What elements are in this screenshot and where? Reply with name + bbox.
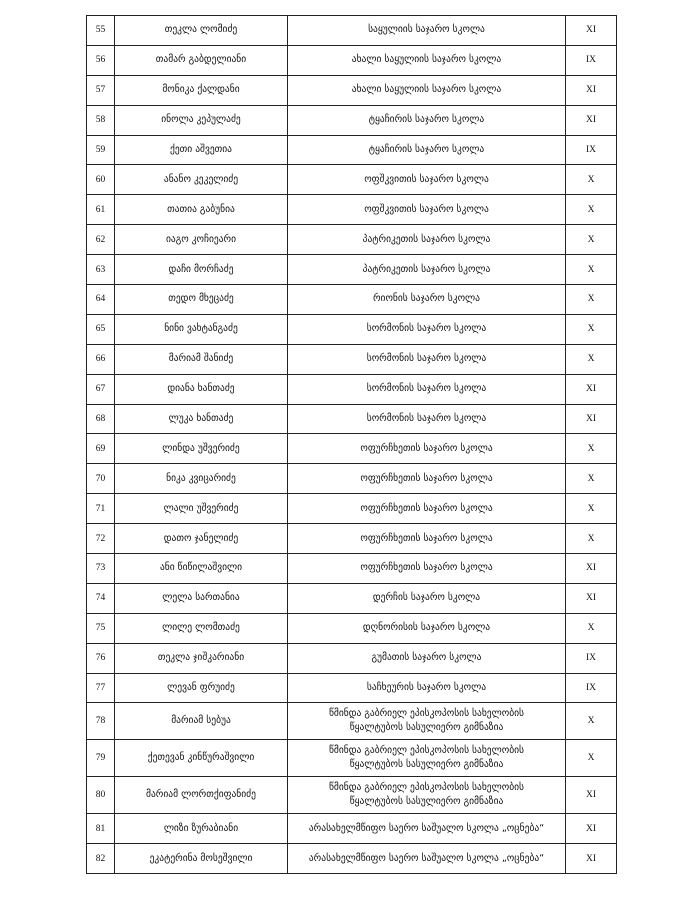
row-number: 69 bbox=[87, 434, 115, 464]
table-row bbox=[87, 613, 617, 643]
school-name-line: ოფურჩხეთის საჯარო სკოლა bbox=[360, 472, 493, 484]
student-name: ქეთი აშვეთია bbox=[115, 135, 288, 165]
row-number: 74 bbox=[87, 583, 115, 613]
school-name bbox=[288, 814, 566, 844]
school-name bbox=[288, 777, 566, 814]
student-name: თათია გაბუნია bbox=[115, 195, 288, 225]
school-name-line: რიონის საჯარო სკოლა bbox=[372, 293, 480, 305]
table-row bbox=[87, 165, 617, 195]
school-name bbox=[288, 464, 566, 494]
student-name: თედო მხეცაძე bbox=[115, 285, 288, 315]
student-name: ლილე ლომთაძე bbox=[115, 613, 288, 643]
grade: X bbox=[566, 703, 617, 740]
school-name bbox=[288, 613, 566, 643]
school-name-line: სორმონის საჯარო სკოლა bbox=[366, 353, 487, 365]
table-row bbox=[87, 434, 617, 464]
student-name: თეკლა ლომიძე bbox=[115, 16, 288, 46]
student-name: მარიამ ლორთქიფანიძე bbox=[115, 777, 288, 814]
school-name bbox=[288, 404, 566, 434]
row-number: 66 bbox=[87, 344, 115, 374]
grade: XI bbox=[566, 777, 617, 814]
grade: IX bbox=[566, 643, 617, 673]
school-name-line: სორმონის საჯარო სკოლა bbox=[366, 323, 487, 335]
school-name-line: ოფურჩხეთის საჯარო სკოლა bbox=[360, 532, 493, 544]
grade: XI bbox=[566, 583, 617, 613]
school-name bbox=[288, 75, 566, 105]
school-name-line: დღნორისის საჯარო სკოლა bbox=[362, 622, 491, 634]
table-row bbox=[87, 75, 617, 105]
school-name-line: გუმათის საჯარო სკოლა bbox=[371, 652, 482, 664]
table-row bbox=[87, 464, 617, 494]
school-name bbox=[288, 844, 566, 874]
row-number: 80 bbox=[87, 777, 115, 814]
row-number: 65 bbox=[87, 314, 115, 344]
school-name bbox=[288, 583, 566, 613]
student-name: იაგო კოჩიეარი bbox=[115, 225, 288, 255]
table-row bbox=[87, 16, 617, 46]
school-name-line: ოფშკვითის საჯარო სკოლა bbox=[364, 173, 489, 185]
grade: X bbox=[566, 434, 617, 464]
row-number: 63 bbox=[87, 255, 115, 285]
row-number: 73 bbox=[87, 554, 115, 584]
grade: X bbox=[566, 165, 617, 195]
table-row bbox=[87, 105, 617, 135]
table-row bbox=[87, 225, 617, 255]
grade: X bbox=[566, 740, 617, 777]
grade: X bbox=[566, 285, 617, 315]
grade: IX bbox=[566, 45, 617, 75]
row-number: 79 bbox=[87, 740, 115, 777]
student-name: ლალი უშვერიძე bbox=[115, 494, 288, 524]
row-number: 76 bbox=[87, 643, 115, 673]
student-name: ანანო კეკელიძე bbox=[115, 165, 288, 195]
school-name bbox=[288, 105, 566, 135]
school-name-line: წმინდა გაბრიელ ეპისკოპოსის სახელობის bbox=[328, 782, 525, 794]
table-row bbox=[87, 255, 617, 285]
row-number: 72 bbox=[87, 524, 115, 554]
school-name-line: წყალტუბოს სასულიერო გიმნაზია bbox=[349, 722, 504, 734]
student-name: დიანა ხანთაძე bbox=[115, 374, 288, 404]
student-name: ანი წიწილაშვილი bbox=[115, 554, 288, 584]
school-name-line: ოფურჩხეთის საჯარო სკოლა bbox=[360, 562, 493, 574]
grade: XI bbox=[566, 814, 617, 844]
grade: X bbox=[566, 255, 617, 285]
school-name-line: ოფურჩხეთის საჯარო სკოლა bbox=[360, 502, 493, 514]
grade: X bbox=[566, 464, 617, 494]
school-name bbox=[288, 434, 566, 464]
school-name-line: საჩხეურის საჯარო სკოლა bbox=[366, 682, 487, 694]
student-name: ნინი ვახტანგაძე bbox=[115, 314, 288, 344]
student-name: ლიზი ზურაბიანი bbox=[115, 814, 288, 844]
school-name bbox=[288, 225, 566, 255]
school-name-line: ტყაჩირის საჯარო სკოლა bbox=[368, 114, 485, 126]
school-name-line: ახალი საყულიის საჯარო სკოლა bbox=[351, 84, 502, 96]
school-name bbox=[288, 255, 566, 285]
table-row bbox=[87, 45, 617, 75]
grade: X bbox=[566, 314, 617, 344]
row-number: 56 bbox=[87, 45, 115, 75]
table-row bbox=[87, 814, 617, 844]
table-row bbox=[87, 344, 617, 374]
student-name: მარიამ სებუა bbox=[115, 703, 288, 740]
school-name bbox=[288, 314, 566, 344]
student-name: დაჩი მორჩაძე bbox=[115, 255, 288, 285]
table-row bbox=[87, 285, 617, 315]
grade: XI bbox=[566, 844, 617, 874]
school-name-line: ტყაჩირის საჯარო სკოლა bbox=[368, 144, 485, 155]
row-number: 78 bbox=[87, 703, 115, 740]
student-name: ინოლა კეპულაძე bbox=[115, 105, 288, 135]
grade: XI bbox=[566, 16, 617, 46]
table-row bbox=[87, 673, 617, 703]
school-name bbox=[288, 554, 566, 584]
student-name: მონიკა ქალდანი bbox=[115, 75, 288, 105]
student-name: ეკატერინა მოსეშვილი bbox=[115, 844, 288, 874]
row-number: 55 bbox=[87, 16, 115, 46]
grade: X bbox=[566, 494, 617, 524]
school-name-line: წმინდა გაბრიელ ეპისკოპოსის სახელობის bbox=[328, 745, 525, 757]
student-name: ლუკა ხანთაძე bbox=[115, 404, 288, 434]
student-name: მარიამ შანიძე bbox=[115, 344, 288, 374]
school-name-line: ახალი საყულიის საჯარო სკოლა bbox=[351, 54, 502, 66]
row-number: 62 bbox=[87, 225, 115, 255]
table-row bbox=[87, 777, 617, 814]
grade: X bbox=[566, 344, 617, 374]
school-name bbox=[288, 673, 566, 703]
student-name: თამარ გაბდელიანი bbox=[115, 45, 288, 75]
row-number: 57 bbox=[87, 75, 115, 105]
row-number: 71 bbox=[87, 494, 115, 524]
grade: X bbox=[566, 524, 617, 554]
table-row bbox=[87, 554, 617, 584]
table-row bbox=[87, 404, 617, 434]
table-row bbox=[87, 583, 617, 613]
grade: XI bbox=[566, 105, 617, 135]
school-name bbox=[288, 374, 566, 404]
table-row bbox=[87, 494, 617, 524]
row-number: 59 bbox=[87, 135, 115, 165]
student-name: თეკლა ჯიშკარიანი bbox=[115, 643, 288, 673]
grade: IX bbox=[566, 135, 617, 165]
table-row bbox=[87, 374, 617, 404]
school-name-line: არასახელმწიფო საერო საშუალო სკოლა „ოცნება“ bbox=[308, 852, 545, 864]
school-name bbox=[288, 45, 566, 75]
student-name: ლელა სართანია bbox=[115, 583, 288, 613]
table-row bbox=[87, 135, 617, 165]
school-name bbox=[288, 643, 566, 673]
table-row bbox=[87, 740, 617, 777]
table-row bbox=[87, 703, 617, 740]
grade: XI bbox=[566, 374, 617, 404]
school-name-line: ოფშკვითის საჯარო სკოლა bbox=[364, 203, 489, 215]
grade: X bbox=[566, 225, 617, 255]
school-name-line: სორმონის საჯარო სკოლა bbox=[366, 413, 487, 425]
row-number: 75 bbox=[87, 613, 115, 643]
grade: XI bbox=[566, 554, 617, 584]
school-name bbox=[288, 740, 566, 777]
school-name-line: სორმონის საჯარო სკოლა bbox=[366, 383, 487, 395]
student-name: ქეთევან კინწურაშვილი bbox=[115, 740, 288, 777]
school-name bbox=[288, 344, 566, 374]
school-name bbox=[288, 285, 566, 315]
student-name: ნიკა კვიცარიძე bbox=[115, 464, 288, 494]
school-name-line: დერჩის საჯარო სკოლა bbox=[372, 592, 481, 604]
row-number: 61 bbox=[87, 195, 115, 225]
student-name: ლინდა უშვერიძე bbox=[115, 434, 288, 464]
row-number: 67 bbox=[87, 374, 115, 404]
school-name-line: პატრიკეთის საჯარო სკოლა bbox=[362, 233, 491, 245]
grade: XI bbox=[566, 75, 617, 105]
school-name-line: საყულიის საჯარო სკოლა bbox=[368, 24, 485, 36]
school-name bbox=[288, 165, 566, 195]
grade: X bbox=[566, 613, 617, 643]
school-name-line: წმინდა გაბრიელ ეპისკოპოსის სახელობის bbox=[328, 708, 525, 720]
school-name bbox=[288, 524, 566, 554]
school-name bbox=[288, 16, 566, 46]
school-name-line: წყალტუბოს სასულიერო გიმნაზია bbox=[349, 759, 504, 771]
school-name-line: ოფურჩხეთის საჯარო სკოლა bbox=[360, 442, 493, 454]
grade: XI bbox=[566, 404, 617, 434]
grade: X bbox=[566, 195, 617, 225]
table-row bbox=[87, 195, 617, 225]
grade: IX bbox=[566, 673, 617, 703]
table-row bbox=[87, 643, 617, 673]
row-number: 81 bbox=[87, 814, 115, 844]
school-name-line: წყალტუბოს სასულიერო გიმნაზია bbox=[349, 796, 504, 808]
school-name-line: არასახელმწიფო საერო საშუალო სკოლა „ოცნება“ bbox=[308, 822, 545, 834]
table-row bbox=[87, 524, 617, 554]
student-name: დათო ჯანელიძე bbox=[115, 524, 288, 554]
row-number: 58 bbox=[87, 105, 115, 135]
student-name: ლევან ფრუიძე bbox=[115, 673, 288, 703]
row-number: 60 bbox=[87, 165, 115, 195]
row-number: 70 bbox=[87, 464, 115, 494]
row-number: 77 bbox=[87, 673, 115, 703]
roster-body bbox=[87, 16, 617, 874]
table-row bbox=[87, 314, 617, 344]
row-number: 68 bbox=[87, 404, 115, 434]
school-name-line: პატრიკეთის საჯარო სკოლა bbox=[362, 263, 491, 275]
school-name bbox=[288, 494, 566, 524]
roster-table bbox=[86, 15, 617, 874]
school-name bbox=[288, 135, 566, 165]
school-name bbox=[288, 703, 566, 740]
row-number: 64 bbox=[87, 285, 115, 315]
school-name bbox=[288, 195, 566, 225]
row-number: 82 bbox=[87, 844, 115, 874]
table-row bbox=[87, 844, 617, 874]
